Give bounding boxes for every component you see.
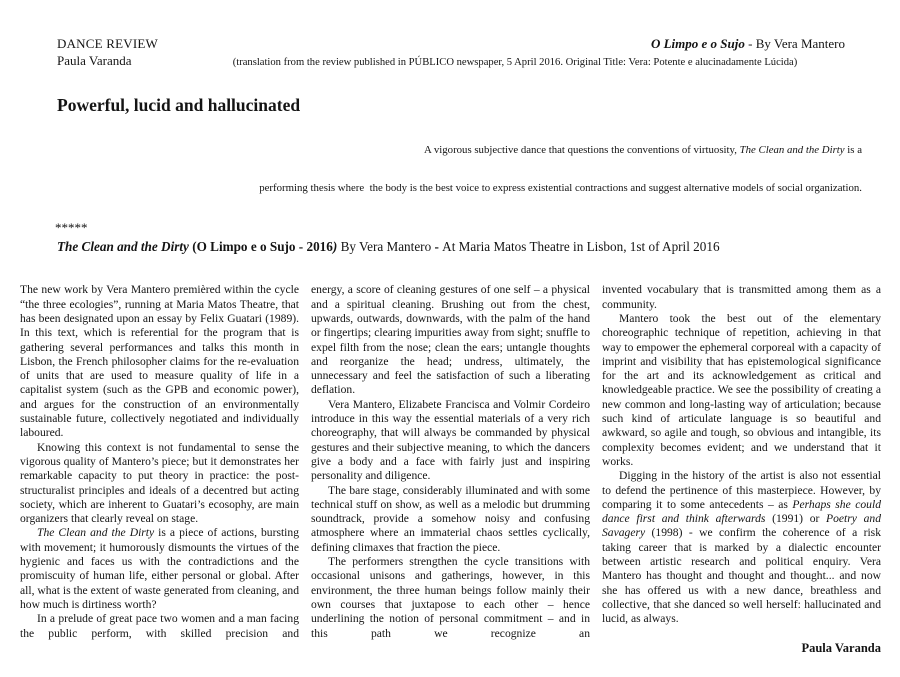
standfirst: [57, 118, 862, 220]
work-title-author-suffix: - By Vera Mantero: [744, 36, 845, 51]
star-separator: *****: [55, 220, 88, 236]
section-kicker: DANCE REVIEW: [57, 36, 158, 51]
document-header: [57, 36, 845, 71]
article-headline: Powerful, lucid and hallucinated: [57, 95, 301, 115]
column-1: [20, 283, 299, 654]
signature-author: Paula Varanda: [801, 640, 881, 655]
header-row-1: [57, 36, 845, 52]
article-paragraph: The Clean and the Dirty is a piece of actions, bursting with movement; it humorously dismounts the virtues of the hygienic and faces us with the contradictions and the promiscuity of human life, either personal or global. After all, what is the extent of waste generated from cleaning, and how much is dirtiness worth?: [20, 526, 299, 611]
standfirst-line-1: A vigorous subjective dance that questions the conventions of virtuosity, The Clean and the Dirty is a: [423, 143, 862, 156]
standfirst-line-2: performing thesis where the body is the best voice to express existential contractions and suggest alternative models of social organization.: [259, 181, 862, 194]
column-2: [311, 283, 590, 654]
article-paragraph: Knowing this context is not fundamental to sense the vigorous quality of Mantero’s piece; but it demonstrates her remarkable capacity to put theory in practice: the post-structuralist principles and ideals of a decentred but acting society, which are inherent to Guatari’s ecosophy, are main organizers that clearly reveal on stage.: [20, 440, 299, 526]
translation-note: (translation from the review published in PÚBLICO newspaper, 5 April 2016. Original Title: Vera: Potente e alucinadamente Lúcida): [232, 57, 798, 68]
article-paragraph: Digging in the history of the artist is also not essential to defend the pertinence of this masterpiece. However, by comparing it to some antecedents – as Perhaps she could dance first and think afterwards (1991) or Poetry and Savagery (1998) - we confirm the coherence of a risk taking career that is marked by a dialectic encounter between artistic research and political enquiry. Vera Mantero has thought and thought and thought... and now she has offered us with a new dance, breathless and collective, that she danced so well herself: hallucinated and lucid, as always.: [602, 469, 881, 626]
author-name: Paula Varanda: [57, 53, 132, 68]
article-paragraph: The new work by Vera Mantero premièred within the cycle “the three ecologies”, running at Maria Matos Theatre, that has been designated upon an essay by Felix Guatari (1989). In this text, which is referential for the program that is gathering several performances and talks this month in Lisbon, the French philosopher claims for the re-evaluation of units that are used to measure quality of life in a capitalist system (such as the GPB and economic power), and argues for the construction of an environmentally sustainable future, collectively negotiated and individually laboured.: [20, 283, 299, 440]
article-paragraph: invented vocabulary that is transmitted among them as a community.: [602, 283, 881, 311]
header-work-title-line: [651, 36, 845, 52]
article-paragraph: The bare stage, considerably illuminated and with some technical stuff on show, as well as a melodic but drumming soundtrack, provide a somehow noisy and confusing atmosphere where an immaterial chaos settles cyclically, defining climaxes that fraction the piece.: [311, 483, 590, 554]
article-paragraph: The performers strengthen the cycle transitions with occasional unisons and gatherings, however, in this environment, the three human beings follow mainly their own courses that juxtapose to each other – hence underlining the notion of personal commitment – and in this path we recognize an: [311, 555, 590, 640]
production-byline: The Clean and the Dirty (O Limpo e o Sujo - 2016) By Vera Mantero - At Maria Matos Theatre in Lisbon, 1st of April 2016: [57, 239, 720, 255]
article-paragraph: Vera Mantero, Elizabete Francisca and Volmir Cordeiro introduce in this way the essential materials of a very rich choreography, that will always be commanded by physical gestures and their subjective meaning, to which the dancers give a body and a face with fairly just and inspiring personality and diligence.: [311, 397, 590, 483]
review-document-page: [0, 36, 900, 677]
header-row-2: [57, 53, 845, 71]
article-paragraph: In a prelude of great pace two women and a man facing the public perform, with skilled precision and: [20, 612, 299, 640]
column-3: [602, 283, 881, 654]
work-title-portuguese: O Limpo e o Sujo: [650, 36, 745, 51]
article-paragraph: energy, a score of cleaning gestures of one self – a physical and a spiritual cleaning. Brushing out from the chest, upwards, outwards, downwards, with the palm of the hand or fingertips; clearing impurities away from sight; snuffle to expel filth from the nose; clean the ears; untangle thoughts and reorganize the head; undress, ultimately, the unnecessary and feel the satisfaction of such a liberating deflation.: [311, 283, 590, 397]
article-paragraph: Mantero took the best out of the elementary choreographic technique of repetition, achieving in that way to empower the ephemeral corporeal with a capacity of imprint and visibility that has epistemological significance for the art and its acknowledgement as critical and knowledgeable practice. We see the possibility of creating a new common and long-lasting way of articulation; because such kind of articulate language is so beautiful and awkward, so agile and tough, so obvious and intangible, its complexity becomes evident; and we understand that it works.: [602, 311, 881, 468]
article-body-columns: [20, 283, 881, 654]
